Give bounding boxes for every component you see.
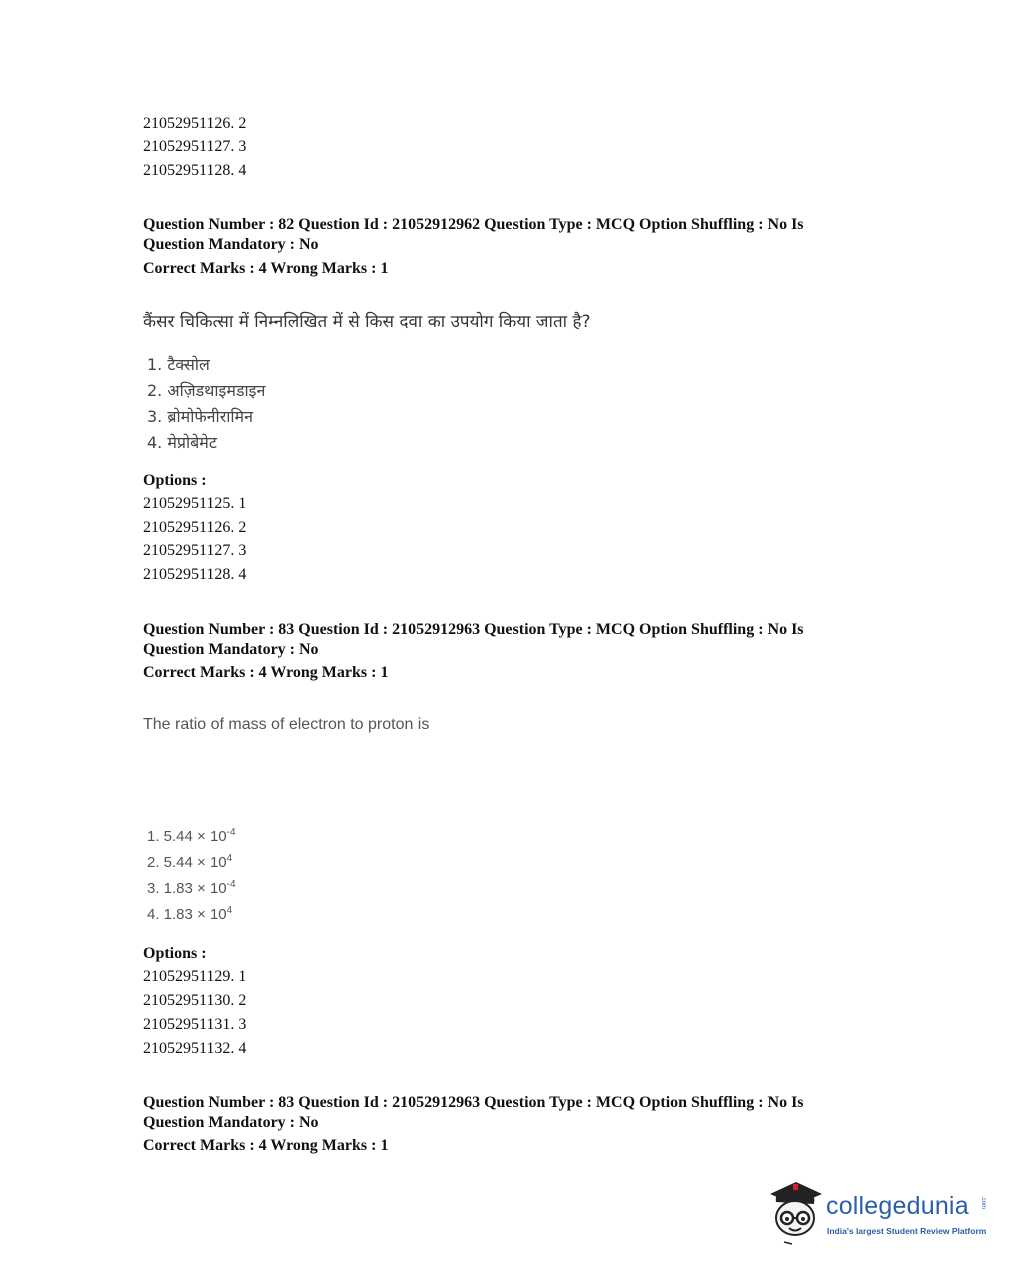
- q82-choice-2: 2. अज़िडथाइमडाइन: [147, 381, 266, 400]
- mascot-icon: [766, 1178, 826, 1246]
- q83-repeat-marks: Correct Marks : 4 Wrong Marks : 1: [143, 1137, 389, 1154]
- prev-option-3: 21052951127. 3: [143, 138, 247, 155]
- q82-choice-4: 4. मेप्रोबेमेट: [147, 433, 217, 452]
- logo-tagline: India's largest Student Review Platform: [827, 1226, 987, 1236]
- q83-choice-4: [147, 905, 232, 923]
- q83-choice-3: [147, 879, 236, 897]
- q83-option-1: 21052951129. 1: [143, 968, 247, 985]
- q82-question-text: कैंसर चिकित्सा में निम्नलिखित में से किस दवा का उपयोग किया जाता है?: [143, 312, 591, 332]
- q83-repeat-mandatory: Question Mandatory : No: [143, 1114, 319, 1131]
- q83-marks: Correct Marks : 4 Wrong Marks : 1: [143, 664, 389, 681]
- q83-repeat-header: Question Number : 83 Question Id : 21052912963 Question Type : MCQ Option Shuffling : No Is: [143, 1094, 804, 1111]
- q83-choice-1: [147, 827, 236, 845]
- q82-choice-3: 3. ब्रोमोफेनीरामिन: [147, 407, 253, 426]
- q83-option-4: 21052951132. 4: [143, 1040, 247, 1057]
- q83-choice-1-base: 1. 5.44 × 10: [147, 828, 227, 845]
- q83-options-label: Options :: [143, 945, 207, 962]
- q82-option-4: 21052951128. 4: [143, 566, 247, 583]
- q83-choice-4-exponent: 4: [226, 905, 233, 916]
- q83-choice-2-base: 2. 5.44 × 10: [147, 854, 227, 871]
- q83-choice-3-exponent: -4: [226, 879, 236, 890]
- logo-wordmark: collegedunia: [826, 1192, 969, 1220]
- q83-choice-2: [147, 853, 232, 871]
- q82-option-1: 21052951125. 1: [143, 495, 247, 512]
- q82-header: Question Number : 82 Question Id : 21052912962 Question Type : MCQ Option Shuffling : No Is: [143, 216, 804, 233]
- q83-mandatory: Question Mandatory : No: [143, 641, 319, 658]
- prev-option-4: 21052951128. 4: [143, 162, 247, 179]
- q83-option-2: 21052951130. 2: [143, 992, 247, 1009]
- q83-choice-3-base: 3. 1.83 × 10: [147, 880, 227, 897]
- prev-option-2: 21052951126. 2: [143, 115, 247, 132]
- q83-option-3: 21052951131. 3: [143, 1016, 247, 1033]
- q83-header: Question Number : 83 Question Id : 21052912963 Question Type : MCQ Option Shuffling : No Is: [143, 621, 804, 638]
- q83-choice-4-base: 4. 1.83 × 10: [147, 906, 227, 923]
- collegedunia-logo: [766, 1178, 996, 1248]
- logo-domain-suffix: .com: [980, 1196, 986, 1210]
- q82-options-label: Options :: [143, 472, 207, 489]
- q82-marks: Correct Marks : 4 Wrong Marks : 1: [143, 260, 389, 277]
- q83-question-text: The ratio of mass of electron to proton is: [143, 716, 430, 733]
- q82-mandatory: Question Mandatory : No: [143, 236, 319, 253]
- q82-choice-1: 1. टैक्सोल: [147, 355, 210, 374]
- q82-option-2: 21052951126. 2: [143, 519, 247, 536]
- q82-option-3: 21052951127. 3: [143, 542, 247, 559]
- q83-choice-1-exponent: -4: [226, 827, 236, 838]
- q83-choice-2-exponent: 4: [226, 853, 233, 864]
